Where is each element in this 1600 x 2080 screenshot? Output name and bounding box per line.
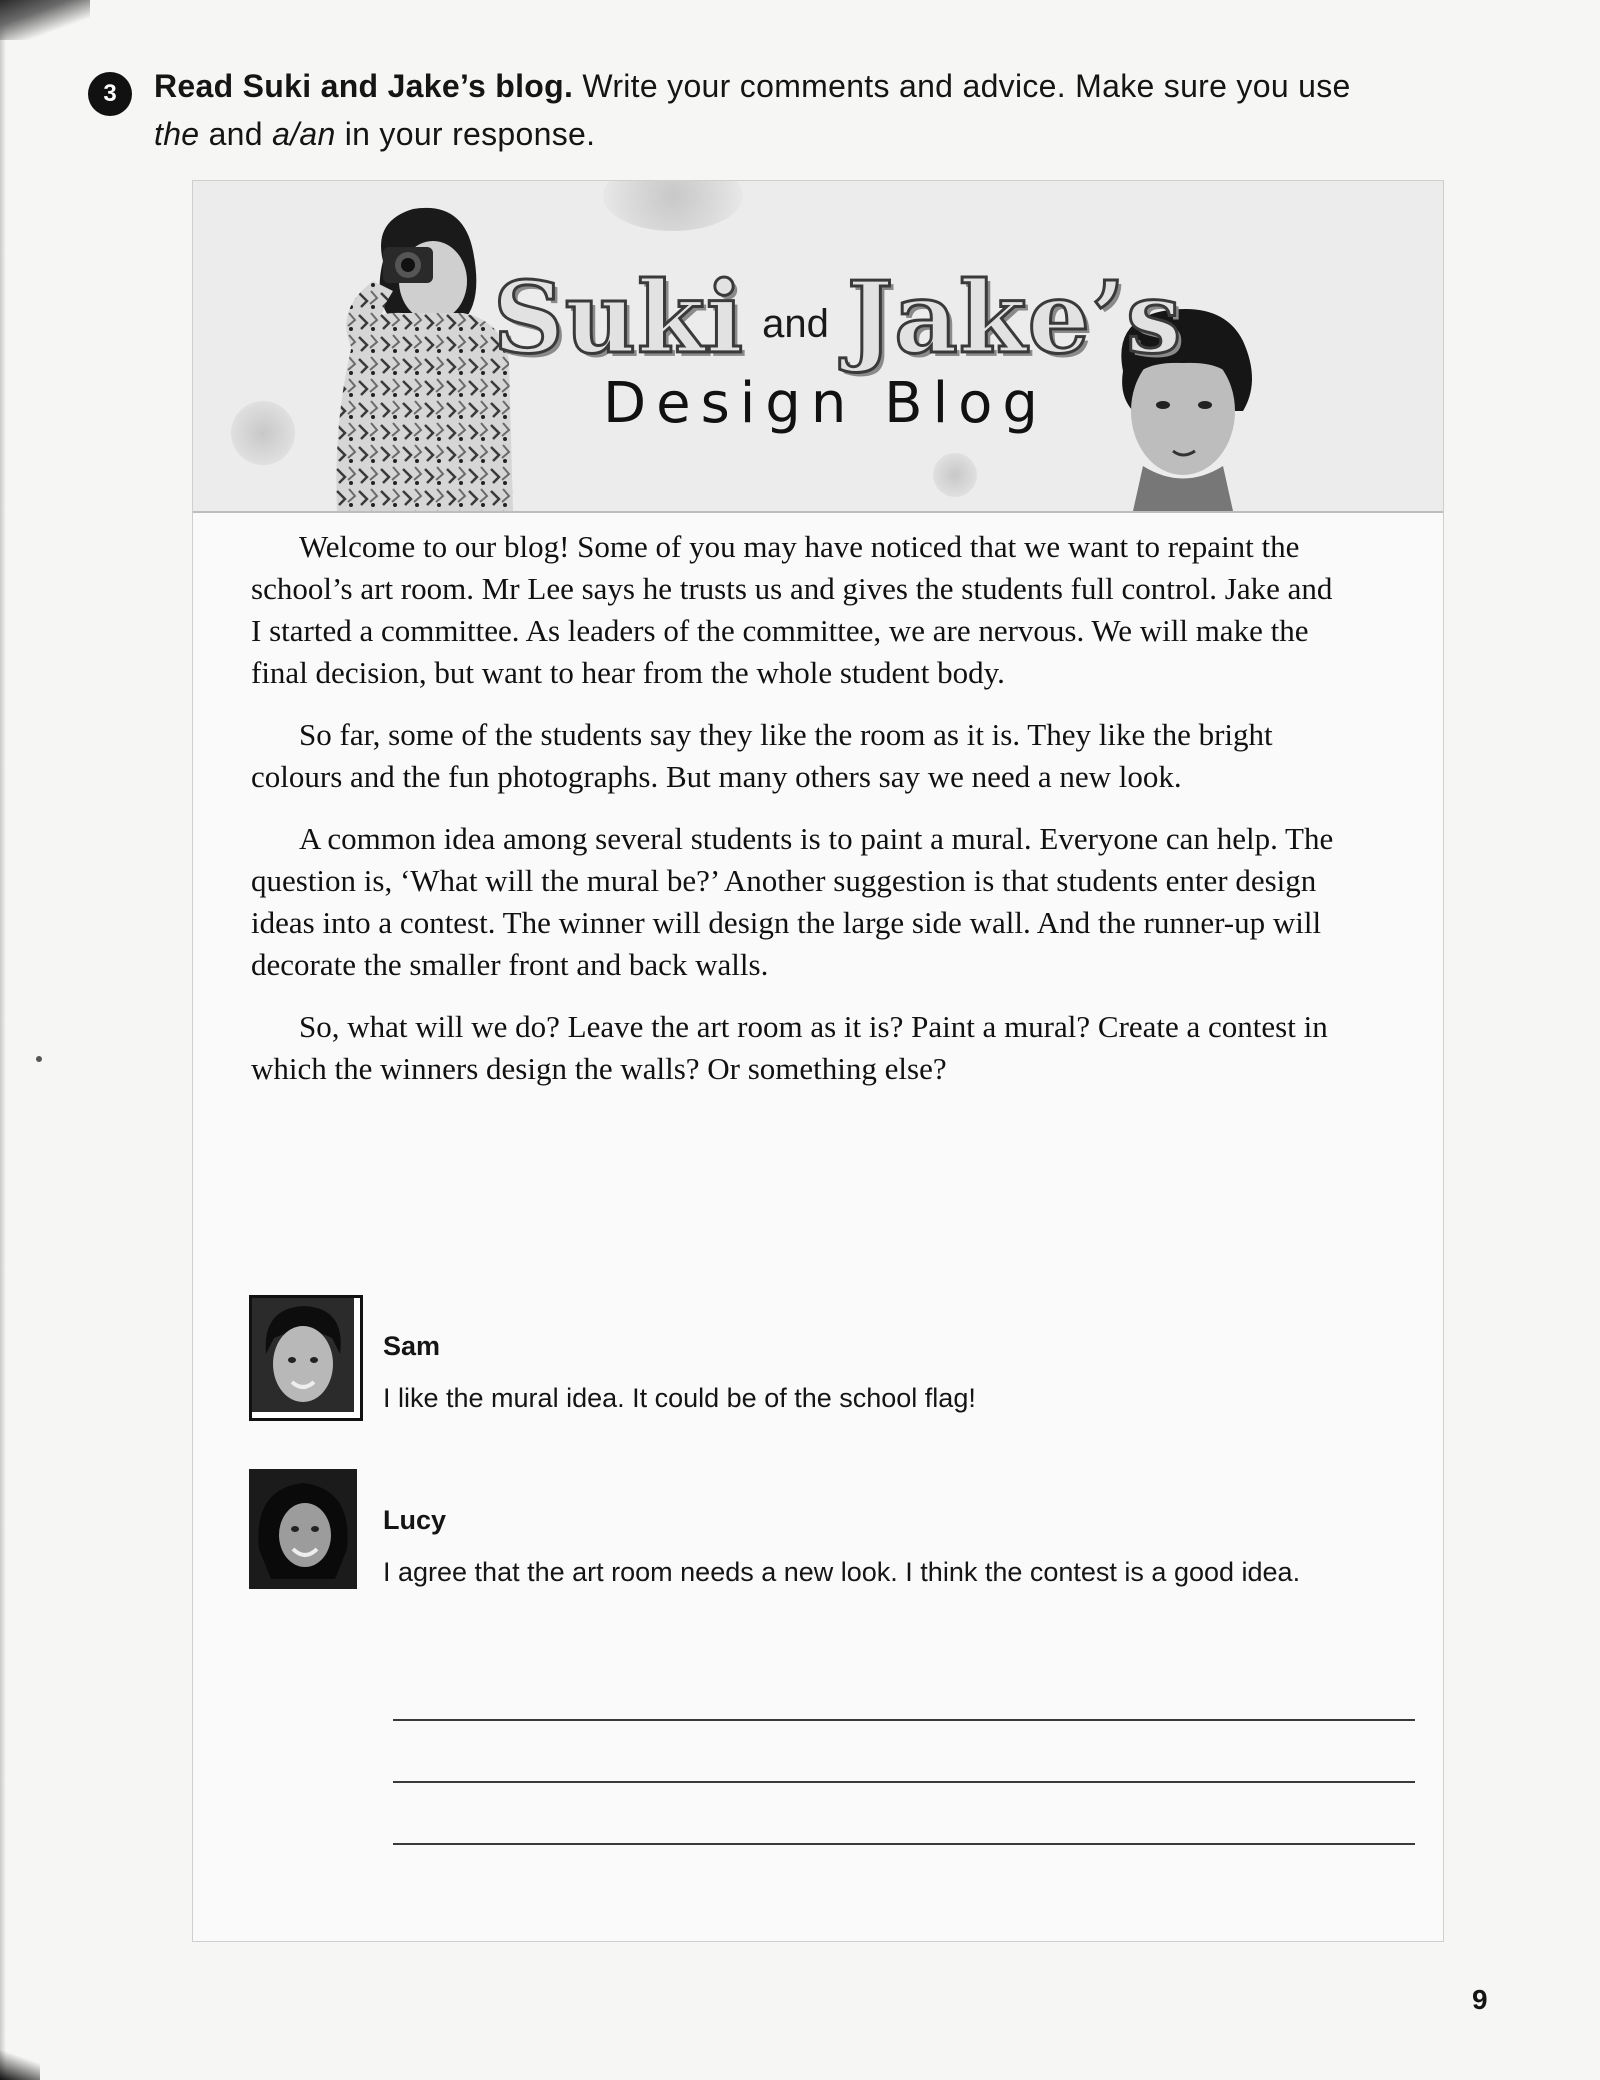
avatar-lucy bbox=[249, 1469, 357, 1589]
comment-text: I agree that the art room needs a new look. I think the contest is a good idea. bbox=[383, 1557, 1301, 1587]
comment-lucy bbox=[249, 1469, 1349, 1599]
instruction-bold: Read Suki and Jake’s blog. bbox=[154, 68, 574, 104]
exercise-number-badge: 3 bbox=[88, 72, 132, 116]
answer-line[interactable] bbox=[393, 1781, 1415, 1783]
page-edge-shadow bbox=[0, 0, 6, 2080]
blog-subtitle: Design Blog bbox=[603, 371, 1048, 436]
comment-sam bbox=[249, 1295, 1349, 1425]
decor-dot bbox=[933, 453, 977, 497]
answer-line[interactable] bbox=[393, 1843, 1415, 1845]
title-suki: Suki bbox=[493, 261, 745, 376]
suki-photo bbox=[313, 201, 513, 511]
scan-corner-shadow bbox=[0, 0, 90, 40]
blog-card bbox=[192, 180, 1444, 1942]
blog-paragraph: Welcome to our blog! Some of you may have noticed that we want to repaint the school’s art room. Mr Lee says he trusts us and gives the students full control. Jake and I started a committee. As leaders of the committee, we are nervous. We will make the final decision, but want to hear from the whole student body. bbox=[251, 529, 1333, 690]
instruction-part-1: Write your comments and advice. Make sure you use bbox=[573, 68, 1351, 104]
answer-line[interactable] bbox=[393, 1719, 1415, 1721]
blog-paragraph: So far, some of the students say they like the room as it is. They like the bright colours and the fun photographs. But many others say we need a new look. bbox=[251, 717, 1273, 794]
blog-banner bbox=[193, 181, 1443, 513]
blog-title bbox=[493, 239, 1393, 376]
margin-speck bbox=[36, 1056, 42, 1062]
comment-author: Lucy bbox=[383, 1505, 447, 1535]
instruction-part-3: in your response. bbox=[335, 116, 596, 152]
blog-body bbox=[251, 526, 1341, 1110]
comment-text: I like the mural idea. It could be of the school flag! bbox=[383, 1383, 976, 1413]
instruction-italic-the: the bbox=[154, 116, 200, 152]
title-jakes: Jake’s bbox=[846, 261, 1183, 376]
page-number: 9 bbox=[1472, 1984, 1488, 2015]
blog-paragraph: A common idea among several students is to paint a mural. Everyone can help. The question is, ‘What will the mural be?’ Another suggestion is that students enter design ideas into a contest. The winner will design the large side wall. And the runner-up will decorate the smaller front and back walls. bbox=[251, 821, 1334, 982]
instruction-part-2: and bbox=[199, 116, 273, 152]
avatar-sam bbox=[249, 1295, 363, 1421]
scan-corner-shadow-bottom bbox=[0, 2050, 40, 2080]
instruction-italic-a-an: a/an bbox=[272, 116, 336, 152]
comment-author: Sam bbox=[383, 1331, 441, 1361]
instruction-text bbox=[154, 62, 1404, 158]
decor-dot bbox=[231, 401, 295, 465]
blog-paragraph: So, what will we do? Leave the art room as it is? Paint a mural? Create a contest in which the winners design the walls? Or something else? bbox=[251, 1009, 1328, 1086]
title-and: and bbox=[762, 302, 829, 346]
decor-dot bbox=[603, 181, 743, 231]
